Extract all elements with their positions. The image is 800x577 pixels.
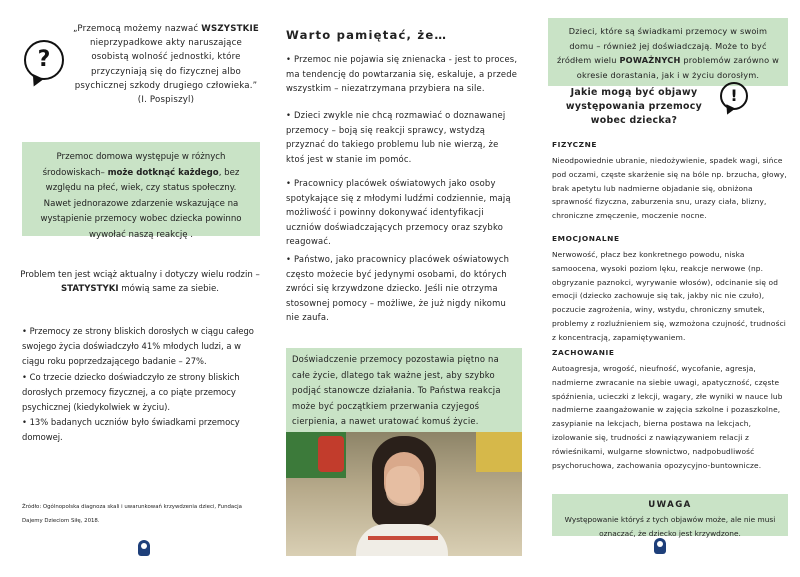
photo-background-red xyxy=(318,436,344,472)
remember-bullet: • Państwo, jako pracownicy placówek oświatowych często możecie być jedynymi osobami, do których zwróci się krzywdzone dziecko. Jeśli nie otrzyma stosownej pomocy – możliwe, że już nigdy nikomu nie zaufa. xyxy=(286,254,510,323)
remember-heading: Warto pamiętać, że… xyxy=(286,28,448,42)
middle-panel xyxy=(266,0,534,577)
domestic-violence-info-box: Przemoc domowa występuje w różnych środowiskach– może dotknąć każdego, bez względu na płeć, wiek, czy status społeczny. Nawet jednorazowe zdarzenie wskazujące na wystąpienie przemocy wobec dziecka powinno wywołać naszą reakcję . xyxy=(22,142,260,236)
pospiszyl-quote: „Przemocą możemy nazwać WSZYSTKIE nieprzypadkowe akty naruszające osobistą wolność jednostki, które przyczyniają się do fizycznej albo psychicznej szkody drugiego człowieka.” (I. Pospiszyl) xyxy=(73,24,259,106)
statistic-item: • Przemocy ze strony bliskich dorosłych w ciągu całego swojego życia doświadczyło 41% młodych ludzi, a w ciągu roku poprzedzającego badanie – 27%. xyxy=(22,326,254,367)
emotional-section-text: Nerwowość, płacz bez konkretnego powodu, niska samoocena, wysoki poziom lęku, reakcje nerwowe (np. obgryzanie paznokci, wyrywanie włosów), odcinanie się od emocji (dziecko zachowuje się tak, jakby nic nie czuło), poczucie zagrożenia, winy, wstydu, chroniczny smutek, problemy z rozluźnieniem się, wzmożona czujność, trudności z koncentracją, zapamiętywaniem. xyxy=(552,250,786,342)
statistics-list xyxy=(22,324,262,446)
warning-title: UWAGA xyxy=(648,500,692,510)
remember-bullet: • Dzieci zwykle nie chcą rozmawiać o doznawanej przemocy – boją się reakcji sprawcy, wstydzą przyznać do takiego problemu lub nie wierzą, że ktoś jest w stanie im pomóc. xyxy=(286,110,506,164)
exclamation-bubble-icon: ! xyxy=(720,82,748,110)
behavior-section-text: Autoagresja, wrogość, nieufność, wycofanie, agresja, nadmierne zwracanie na siebie uwagi, apatyczność, częste spóźnienia, ucieczki z lekcji, wagary, złe wyniki w nauce lub nadmierne zaangażowanie w zajęcia szkolne i pozaszkolne, zasypianie na lekcjach, bierna postawa na lekcjach, izolowanie się, trudności z nawiązywaniem relacji z rówieśnikami, wulgarne słownictwo, nadpobudliwość psychoruchowa, zachowania opozycyjno-buntownicze. xyxy=(552,364,783,470)
physical-section-title: FIZYCZNE xyxy=(552,140,598,149)
reaction-highlight-box: Doświadczenie przemocy pozostawia piętno na całe życie, dlatego tak ważne jest, aby szybko podjąć stanowcze działania. To Państwa reakcja może być początkiem przerwania czyjegoś cierpienia, a nawet uratować komuś życie. xyxy=(286,348,522,432)
photo-raised-hand xyxy=(386,466,420,506)
statistic-item: • 13% badanych uczniów było świadkami przemocy domowej. xyxy=(22,417,240,443)
organization-logo-icon xyxy=(654,538,666,554)
organization-logo-icon xyxy=(138,540,150,556)
physical-section-text: Nieodpowiednie ubranie, niedożywienie, spadek wagi, sińce pod oczami, częste skarżenie się na bóle np. brzucha, głowy, brak apetytu lub nadmierne objadanie się, obniżona sprawność fizyczna, zaburzenia snu, urazy ciała, blizny, chroniczne zmęczenie, moczenie nocne. xyxy=(552,156,787,221)
symptoms-question-heading: Jakie mogą być objawy występowania przemocy wobec dziecka? xyxy=(565,87,703,126)
warning-text: Występowanie któryś z tych objawów może, ale nie musi oznaczać, że dziecko jest krzywdzone. xyxy=(564,515,776,538)
remember-bullet: • Pracownicy placówek oświatowych jako osoby spotykające się z młodymi ludźmi codziennie, mają możliwość i powinny dokonywać identyfikacji uczniów doświadczających przemocy oraz szybko reagować. xyxy=(286,178,511,247)
photo-child-shirt xyxy=(356,524,448,556)
source-citation: Źródło: Ogólnopolska diagnoza skali i uwarunkowań krzywdzenia dzieci, Fundacja Dajemy Dzieciom Siłę, 2018. xyxy=(22,504,242,524)
statistic-item: • Co trzecie dziecko doświadczyło ze strony bliskich dorosłych przemocy fizycznej, a co piąte przemocy psychicznej (kiedykolwiek w życiu). xyxy=(22,371,240,413)
emotional-section-title: EMOCJONALNE xyxy=(552,234,620,243)
warning-box xyxy=(552,494,788,536)
question-bubble-icon: ? xyxy=(24,40,64,80)
remember-bullet: • Przemoc nie pojawia się znienacka - jest to proces, ma tendencję do powtarzania się, eskaluje, a przede wszystkim – niezatrzymana przybiera na sile. xyxy=(286,54,518,94)
photo-background-yellow xyxy=(476,432,522,472)
child-raising-hand-photo xyxy=(286,432,522,556)
behavior-section-title: ZACHOWANIE xyxy=(552,348,615,357)
photo-shirt-stripe xyxy=(368,536,438,540)
left-panel xyxy=(0,0,266,577)
witness-children-box: Dzieci, które są świadkami przemocy w swoim domu – również jej doświadczają. Może to być źródłem wielu POWAŻNYCH problemów zarówno w okresie dorastania, jak i w życiu dorosłym. xyxy=(548,18,788,86)
statistics-intro: Problem ten jest wciąż aktualny i dotyczy wielu rodzin – STATYSTYKI mówią same za siebie. xyxy=(20,270,260,295)
right-panel xyxy=(534,0,800,577)
